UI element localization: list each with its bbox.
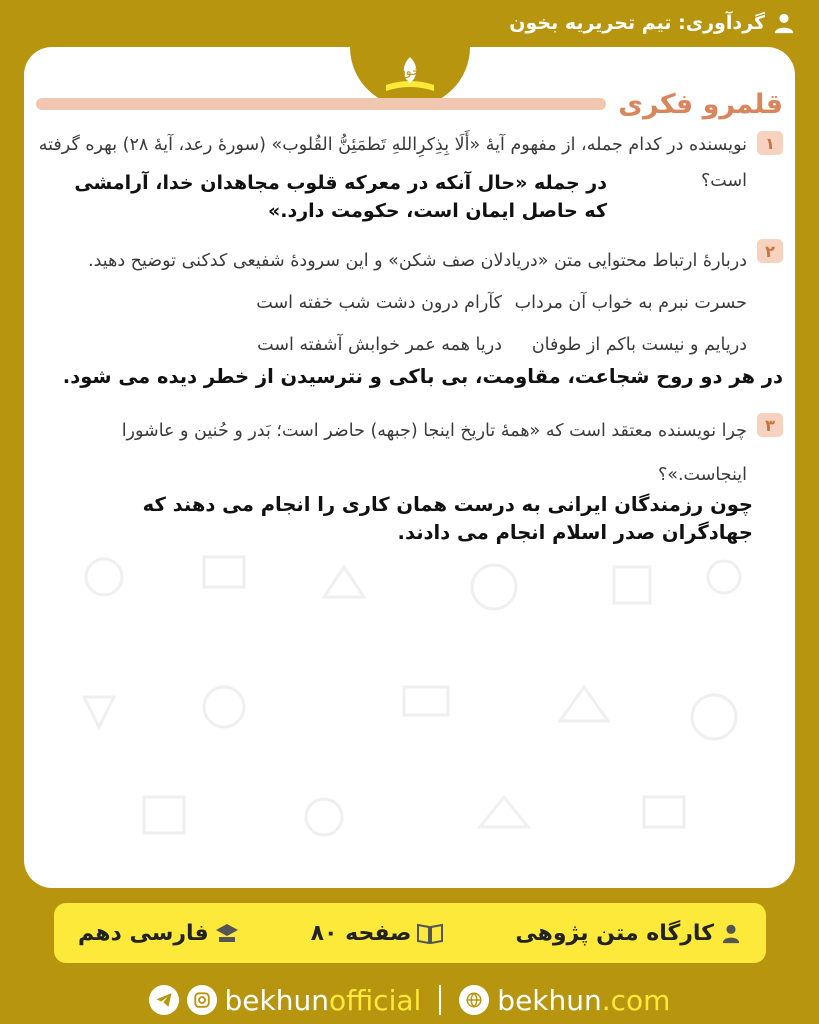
section-title: قلمرو فکری [618,88,783,120]
question-number: ۱ [757,131,783,155]
section-divider [36,98,606,110]
book-info-bar [54,903,766,963]
question-3 [36,409,783,497]
credit-text: گردآوری: تیم تحریریه بخون [509,12,765,34]
question-number: ۲ [757,239,783,263]
website-link[interactable]: bekhun.com [497,983,671,1017]
poem-line [36,335,783,355]
question-1 [36,127,783,225]
user-icon [773,12,795,34]
book-text: فارسی دهم [78,920,209,946]
svg-text:بخون: بخون [396,64,423,78]
credit-header [24,6,795,40]
social-bar [0,982,819,1018]
globe-icon [459,985,489,1015]
background-pattern [24,517,795,887]
open-book-icon [417,922,443,944]
social-handle[interactable]: bekhunofficial [224,983,422,1017]
answer-text: چون رزمندگان ایرانی به درست همان کاری را انجام می دهند که جهادگران صدر اسلام انجام می دادند. [142,493,753,544]
question-text: نویسنده در کدام جمله، از مفهوم آیهٔ «أَلَا بِذِکرِاللهِ تَطمَئِنُّ القُلوب» (سورهٔ رعد، آیهٔ ۲۸) بهره گرفته است؟ [38,135,747,191]
question-2 [36,235,783,287]
question-number: ۳ [757,413,783,437]
student-icon [720,922,742,944]
poem-line [36,293,783,313]
telegram-icon[interactable] [149,985,179,1015]
page-text: صفحه ۸۰ [310,920,412,946]
question-text: چرا نویسنده معتقد است که «همهٔ تاریخ اینجا (جبهه) حاضر است؛ بَدر و حُنین و عاشورا اینجاست.»؟ [121,421,747,485]
book-label [78,921,239,946]
graduation-cap-icon [215,922,239,944]
questions [36,127,783,547]
content-card [24,47,795,888]
page-label [311,921,444,946]
separator [439,985,441,1015]
poem-hemistich: کآرام درون دشت شب خفته است [256,293,502,313]
instagram-icon[interactable] [187,985,217,1015]
workshop-label [515,921,742,946]
section-header [36,87,783,121]
workshop-text: کارگاه متن پژوهی [515,920,714,946]
answer-text: در جمله «حال آنکه در معرکه قلوب مجاهدان خدا، آرامشی که حاصل ایمان است، حکومت دارد.» [74,172,607,222]
poem-hemistich: دریایم و نیست باکم از طوفان [531,335,747,355]
answer-text: در هر دو روح شجاعت، مقاومت، بی باکی و نترسیدن از خطر دیده می شود. [62,365,783,388]
poem-hemistich: دریا همه عمر خوابش آشفته است [257,335,502,355]
poem-hemistich: حسرت نبرم به خواب آن مرداب [514,293,747,313]
question-text: دربارهٔ ارتباط محتوایی متن «دریادلان صف شکن» و این سرودهٔ شفیعی کدکنی توضیح دهید. [88,251,747,271]
